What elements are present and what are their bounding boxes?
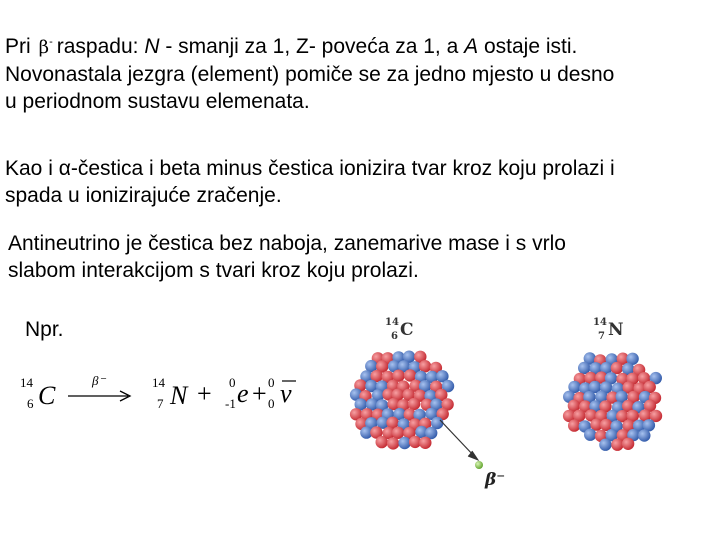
parent-symbol: C: [38, 381, 56, 410]
beta-minus-superscript: -: [49, 36, 53, 48]
daughter-symbol: N: [170, 381, 188, 410]
daughter-nucleus-mass: 14: [593, 317, 607, 328]
nucleon: [408, 398, 420, 410]
nucleon: [419, 360, 431, 372]
example-label: Npr.: [25, 318, 64, 341]
parent-mass-number: 14: [20, 375, 33, 390]
p2-line2: spada u ionizirajuće zračenje.: [5, 184, 282, 207]
nucleon: [611, 439, 623, 451]
beta-decay-illustration: [345, 305, 710, 535]
electron-mass-number: 0: [229, 375, 236, 390]
nucleon: [398, 437, 410, 449]
paragraph-antineutrino: [8, 230, 566, 284]
parent-nucleus-cluster: [350, 351, 454, 450]
p1-text-part3: ostaje isti.: [478, 35, 578, 58]
plus-sign-1: +: [197, 379, 212, 408]
daughter-mass-number: 14: [152, 375, 165, 390]
beta-symbol: β: [38, 37, 50, 58]
p1-text-part2: - smanji za 1, Z- poveća za 1, a: [159, 35, 465, 58]
p1-neutron-number: N: [144, 35, 160, 58]
paragraph-beta-decay: [5, 29, 614, 115]
paragraph-ionization: [5, 155, 615, 209]
antineutrino-symbol: ν: [280, 379, 292, 408]
p2-line1: Kao i α-čestica i beta minus čestica ionizira tvar kroz koju prolazi i: [5, 157, 615, 180]
p3-line1: Antineutrino je čestica bez naboja, zanemarive mase i s vrlo: [8, 232, 566, 255]
antineutrino-charge-number: 0: [268, 396, 275, 411]
daughter-nucleus-cluster: [563, 352, 662, 451]
p1-prefix: Pri: [5, 35, 31, 58]
antineutrino-mass-number: 0: [268, 375, 275, 390]
parent-nucleus-atomic: 6: [391, 331, 398, 342]
daughter-atomic-number: 7: [157, 396, 164, 411]
nucleon: [568, 419, 580, 431]
daughter-nucleus-symbol: N: [608, 320, 624, 340]
emission-path-line: [440, 420, 475, 457]
nucleon: [392, 427, 404, 439]
electron-symbol: e: [237, 379, 249, 408]
parent-atomic-number: 6: [27, 396, 34, 411]
p1-text-part1: raspadu:: [56, 35, 145, 58]
parent-nucleus-symbol: C: [400, 320, 414, 340]
nucleon: [638, 429, 650, 441]
parent-nucleus-mass: 14: [385, 317, 399, 328]
emitted-beta-label: β⁻: [485, 470, 506, 490]
nucleon: [584, 429, 596, 441]
emission-arrow-head: [468, 451, 478, 460]
nucleon: [622, 438, 634, 450]
plus-sign-2: +: [252, 379, 267, 408]
p1-line2: Novonastala jezgra (element) pomiče se za jedno mjesto u desno: [5, 63, 615, 86]
emitted-electron: [475, 461, 483, 469]
p3-line2: slabom interakcijom s tvari kroz koju prolazi.: [8, 259, 419, 282]
nucleon: [419, 437, 431, 449]
electron-charge-number: -1: [225, 396, 236, 411]
nucleon: [387, 437, 399, 449]
decay-equation: [0, 360, 330, 420]
p1-mass-number: A: [464, 35, 479, 58]
daughter-nucleus-atomic: 7: [598, 331, 605, 342]
nucleon: [599, 439, 611, 451]
arrow-label: β⁻: [92, 373, 106, 388]
nucleon: [376, 436, 388, 448]
p1-line3: u periodnom sustavu elemenata.: [5, 90, 310, 113]
